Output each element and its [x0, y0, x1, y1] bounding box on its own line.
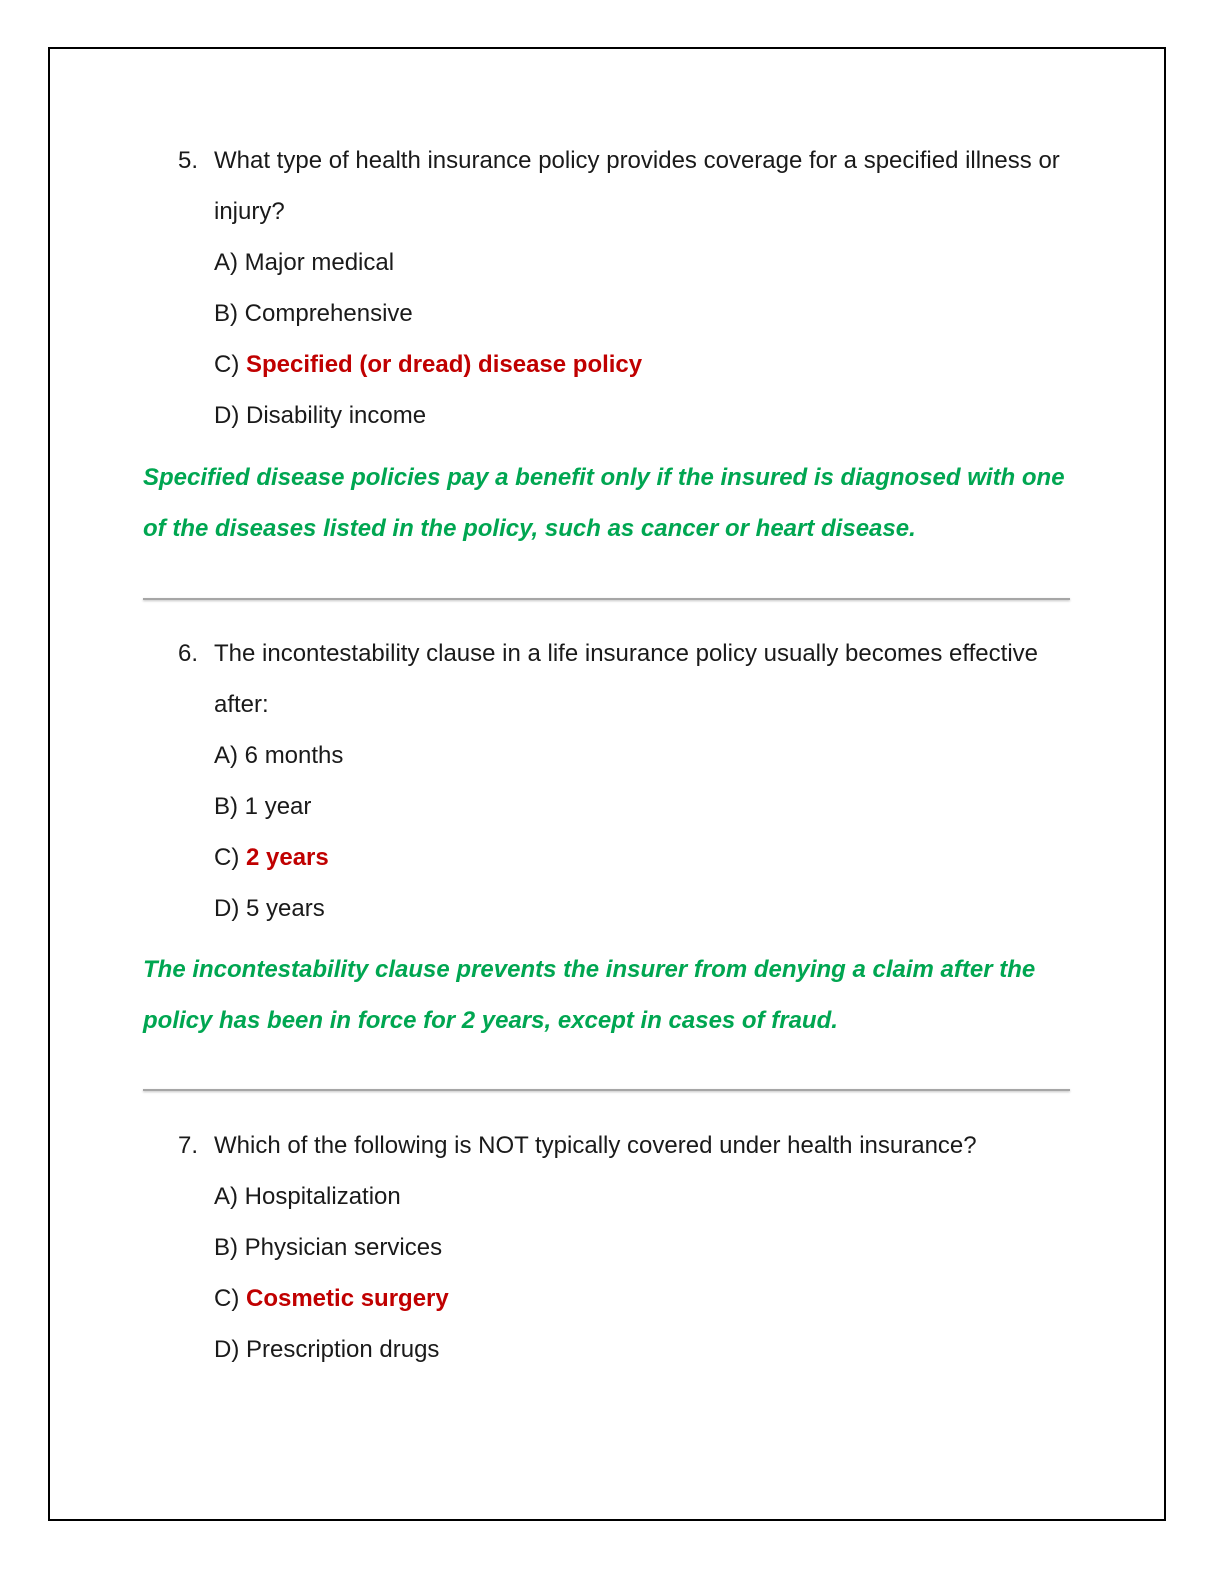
option-d: D) 5 years: [214, 895, 325, 922]
question-5: [178, 135, 1078, 441]
option-text: 6 months: [244, 742, 344, 769]
option-text: Major medical: [244, 249, 395, 276]
option-c: C) 2 years: [214, 844, 329, 871]
question-text: Which of the following is NOT typically covered under health insurance?: [214, 1132, 977, 1159]
option-d: D) Disability income: [214, 402, 427, 429]
option-b: B) Comprehensive: [214, 300, 413, 327]
question-number: 6.: [178, 640, 199, 667]
option-a: A) Major medical: [214, 249, 395, 276]
question-7: [178, 1120, 1078, 1375]
question-6: [178, 628, 1078, 934]
option-c: C) Specified (or dread) disease policy: [214, 351, 643, 378]
option-c: C) Cosmetic surgery: [214, 1285, 449, 1312]
question-text: What type of health insurance policy provides coverage for a specified illness or injury?: [214, 147, 1060, 225]
option-text: Physician services: [244, 1234, 443, 1261]
correct-answer: 2 years: [246, 844, 329, 871]
option-text: 1 year: [244, 793, 312, 820]
divider: [143, 598, 1070, 600]
question-number: 7.: [178, 1132, 199, 1159]
option-b: B) Physician services: [214, 1234, 443, 1261]
option-b: B) 1 year: [214, 793, 312, 820]
option-text: Hospitalization: [244, 1183, 401, 1210]
option-a: A) 6 months: [214, 742, 344, 769]
option-text: Disability income: [246, 402, 427, 429]
question-text: The incontestability clause in a life insurance policy usually becomes effective after:: [214, 640, 1038, 718]
option-a: A) Hospitalization: [214, 1183, 401, 1210]
option-d: D) Prescription drugs: [214, 1336, 440, 1363]
correct-answer: Cosmetic surgery: [246, 1285, 449, 1312]
explanation: Specified disease policies pay a benefit only if the insured is diagnosed with one of the diseases listed in the policy, such as cancer or heart disease.: [143, 464, 1065, 542]
option-text: Comprehensive: [244, 300, 413, 327]
divider: [143, 1089, 1070, 1091]
option-text: 5 years: [246, 895, 325, 922]
option-text: Prescription drugs: [246, 1336, 440, 1363]
question-number: 5.: [178, 147, 199, 174]
correct-answer: Specified (or dread) disease policy: [246, 351, 643, 378]
explanation: The incontestability clause prevents the insurer from denying a claim after the policy has been in force for 2 years, except in cases of fraud.: [143, 956, 1036, 1034]
